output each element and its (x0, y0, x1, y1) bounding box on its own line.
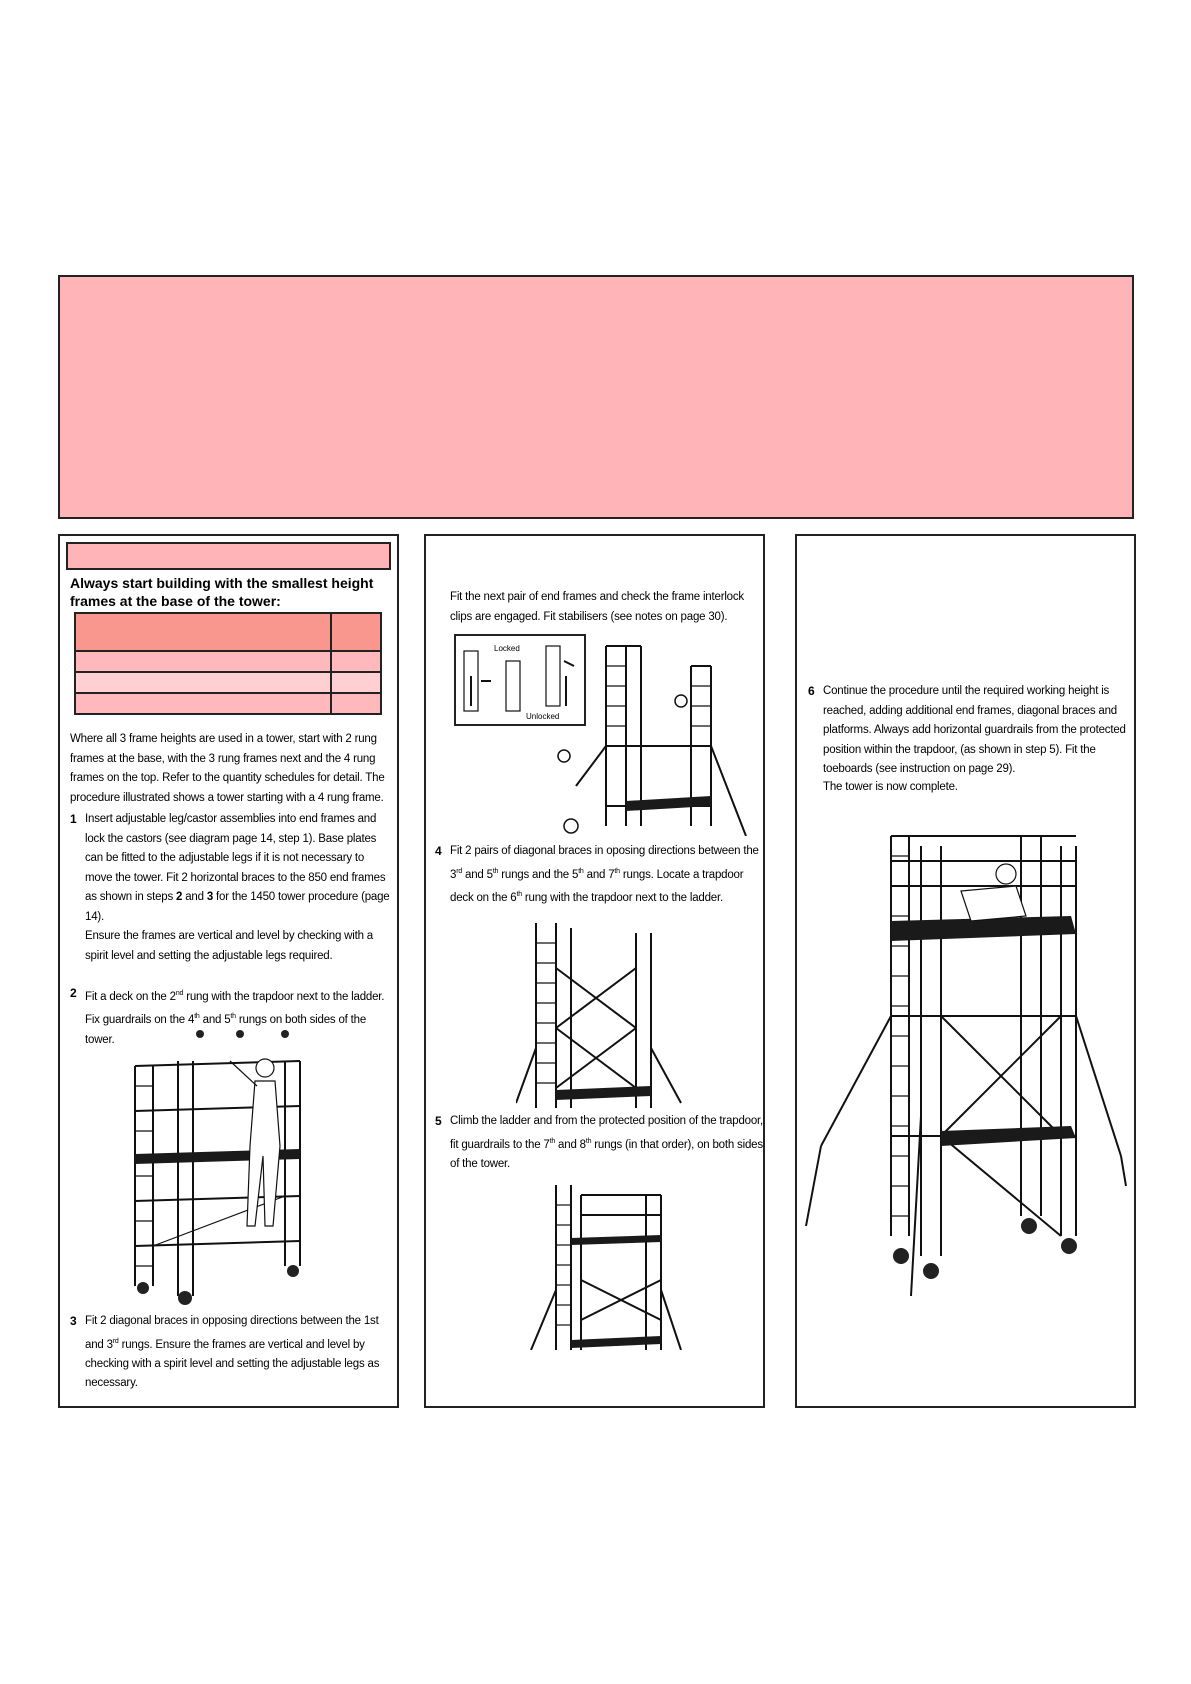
table-header-row (75, 613, 381, 651)
locked-label: Locked (494, 644, 520, 653)
tower-step5-illustration (526, 1180, 686, 1350)
table-row (75, 693, 381, 714)
intro-heading: Always start building with the smallest height frames at the base of the tower: (70, 575, 374, 609)
step-1: 1 Insert adjustable leg/castor assemblies into end frames and lock the castors (see diagram page 14, step 1). Base plates can be fitted to the adjustable legs if it is not necessary to move the tower. Fit 2 horizontal braces to the 850 end frames as shown in steps 2 and 3 for the 1450 tower procedure (page 14). Ensure the frames are vertical and level by checking with a spirit level and setting the adjustable legs required. (70, 812, 390, 962)
tower-step3-illustration (546, 636, 756, 836)
section-heading-box (66, 542, 391, 570)
step-2: 2 Fit a deck on the 2nd rung with the trapdoor next to the ladder. Fix guardrails on the 4th and 5th rungs on both sides of the tower. (70, 986, 385, 1046)
step-3: 3 Fit 2 diagonal braces in opposing directions between the 1st and 3rd rungs. Ensure the frames are vertical and level by checking with a spirit level and setting the adjustable legs as necessary. (70, 1314, 380, 1390)
frame-order-paragraph: Where all 3 frame heights are used in a tower, start with 2 rung frames at the base, with the 3 rung frames next and the 4 rung frames on the top. Refer to the quantity schedules for detail. The procedure illustrated shows a tower starting with a 4 rung frame. (70, 733, 385, 804)
step-5: 5 Climb the ladder and from the protected position of the trapdoor, fit guardrails to the 7th and 8th rungs (in that order), on both sides of the tower. (435, 1114, 764, 1170)
header-banner (58, 275, 1134, 519)
table-row (75, 651, 381, 672)
column-3 (795, 534, 1136, 1408)
column-2 (424, 534, 765, 1408)
completed-tower-illustration (801, 816, 1133, 1316)
tower-step2-illustration (125, 1026, 355, 1306)
step-number: 1 (70, 812, 77, 826)
table-row (75, 672, 381, 693)
tower-step4-illustration (516, 918, 686, 1108)
frame-height-table (74, 612, 382, 715)
tower-complete-text: The tower is now complete. (823, 781, 958, 793)
end-frames-paragraph: Fit the next pair of end frames and check the frame interlock clips are engaged. Fit stabilisers (see notes on page 30). (450, 591, 744, 623)
column-1 (58, 534, 399, 1408)
step-4: 4 Fit 2 pairs of diagonal braces in oposing directions between the 3rd and 5th rungs and the 5th and 7th rungs. Locate a trapdoor deck on the 6th rung with the trapdoor next to the ladder. (435, 844, 759, 904)
unlocked-label: Unlocked (526, 712, 560, 721)
step-6: 6 Continue the procedure until the required working height is reached, adding additional end frames, diagonal braces and platforms. Always add horizontal guardrails from the protected position within the trapdoor, (as shown in step 5). Fit the toeboards (see instruction on page 29). (808, 684, 1126, 775)
